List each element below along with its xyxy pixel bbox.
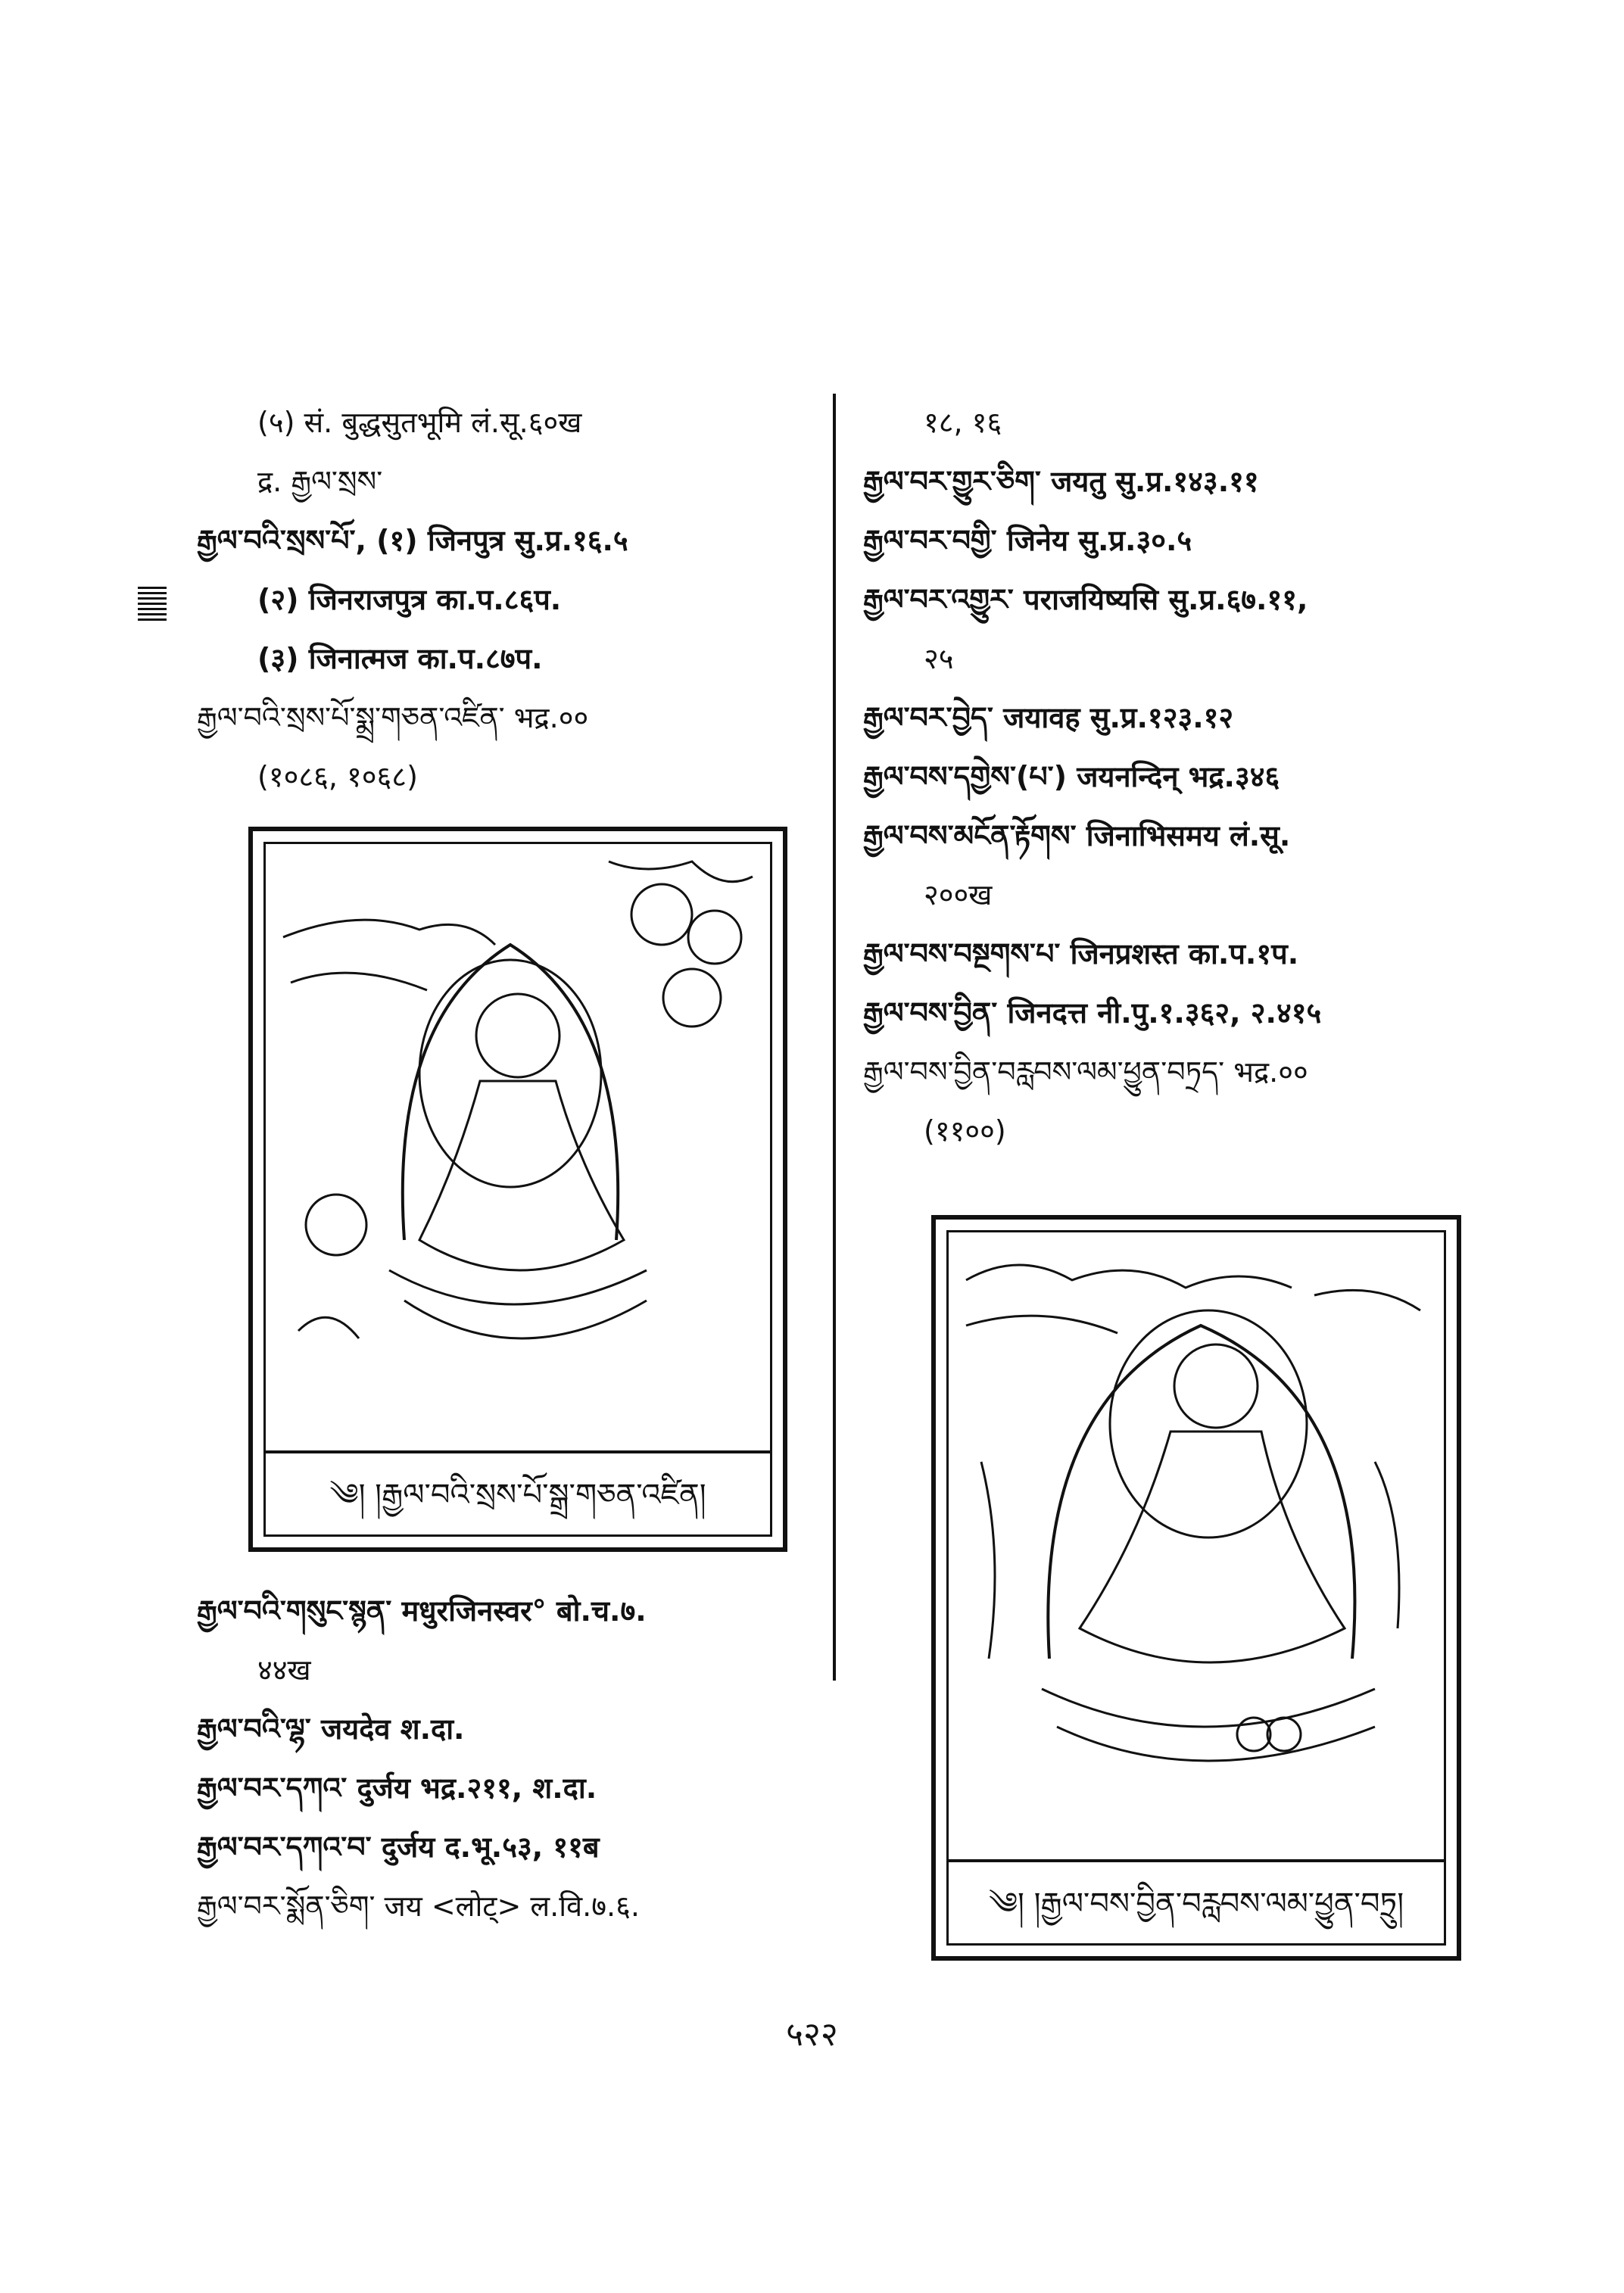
- entry-line: རྒྱལ་བའི་སྲས་པོ་སྨྲ་གཅན་འཛིན་ भद्र.००: [197, 701, 589, 734]
- entry-line: (३) जिनात्मज का.प.८७प.: [257, 642, 543, 675]
- entry-line: (२) जिनराजपुत्र का.प.८६प.: [257, 583, 562, 616]
- entry-line: (१०८६, १०६८): [257, 760, 418, 793]
- entry-line: རྒྱལ་བར་གྱུར་ཅིག་ जयतु सु.प्र.१४३.११: [863, 465, 1259, 498]
- plate-caption: ༄། །རྒྱལ་བའི་སྲས་པོ་སྒྲ་གཅན་འཛིན།: [263, 1450, 772, 1537]
- thumb-index-tab: [138, 587, 167, 632]
- seated-monk-drawing: [951, 1235, 1443, 1848]
- entry-line: २५: [924, 642, 954, 675]
- right-woodblock-illustration: [931, 1215, 1461, 1961]
- entry-line: རྒྱལ་བར་དཀའ་བ་ दुर्जय द.भू.५३, ११ब: [197, 1830, 600, 1864]
- entry-line: རྒྱལ་བའི་ལྷ་ जयदेव श.दा.: [197, 1712, 465, 1746]
- entry-line: ४४ख: [257, 1653, 311, 1687]
- entry-line: (११००): [924, 1114, 1006, 1148]
- entry-line: རྒྱལ་བས་བྱིན་བརླབས་ལམ་ཕྱུན་བཏྲད་ भद्र.००: [863, 1055, 1308, 1089]
- entry-line: རྒྱལ་བར་བྱེད་ जयावह सु.प्र.१२३.१२: [863, 701, 1234, 734]
- entry-line: རྒྱལ་བར་བགྱི་ जिनेय सु.प्र.३०.५: [863, 524, 1192, 557]
- entry-line: २००ख: [924, 878, 993, 911]
- entry-line: རྒྱལ་བར་སྨོན་ཅིག་ जय <लोट्> ल.वि.७.६.: [197, 1890, 640, 1923]
- right-column: [863, 401, 1454, 1169]
- column-divider: [833, 394, 836, 1681]
- entry-line: རྒྱལ་བར་འགྱུར་ पराजयिष्यसि सु.प्र.६७.११,: [863, 583, 1308, 616]
- entry-line: རྒྱལ་བར་དཀའ་ दुर्जय भद्र.२११, श.दा.: [197, 1771, 597, 1805]
- page-number: ५२२: [786, 2015, 838, 2054]
- entry-line: རྒྱལ་བས་བསྔགས་པ་ जिनप्रशस्त का.प.१प.: [863, 937, 1299, 970]
- entry-line: (५) सं. बुद्धसुतभूमि लं.सू.६०ख: [257, 406, 582, 439]
- entry-line: རྒྱལ་བས་བྱིན་ जिनदत्त नी.पु.१.३६२, २.४१५: [863, 996, 1322, 1030]
- left-woodblock-illustration: [248, 827, 787, 1552]
- plate-caption: ༄། །རྒྱལ་བས་བྱིན་བརླབས་ལམ་ཕྱུན་བཏྲུ།: [946, 1859, 1446, 1946]
- entry-line: རྒྱལ་བས་དགྱེས་(པ་) जयनन्दिन् भद्र.३४६: [863, 760, 1280, 793]
- left-column-continued: [197, 1590, 833, 1944]
- entry-line: རྒྱལ་བའི་གསུང་སྙན་ मधुरजिनस्वर° बो.च.७.: [197, 1594, 647, 1628]
- entry-line: द्र. རྒྱལ་སྲས་: [257, 465, 383, 498]
- entry-line: རྒྱལ་བའི་སྲས་པོ་, (१) जिनपुत्र सु.प्र.१६.५: [197, 524, 628, 557]
- entry-line: རྒྱལ་བས་མངོན་རྟོགས་ जिनाभिसमय लं.सू.: [863, 819, 1291, 852]
- entry-line: १८, १६: [924, 406, 1002, 439]
- left-column: [197, 401, 818, 815]
- seated-figure-drawing: [268, 846, 768, 1444]
